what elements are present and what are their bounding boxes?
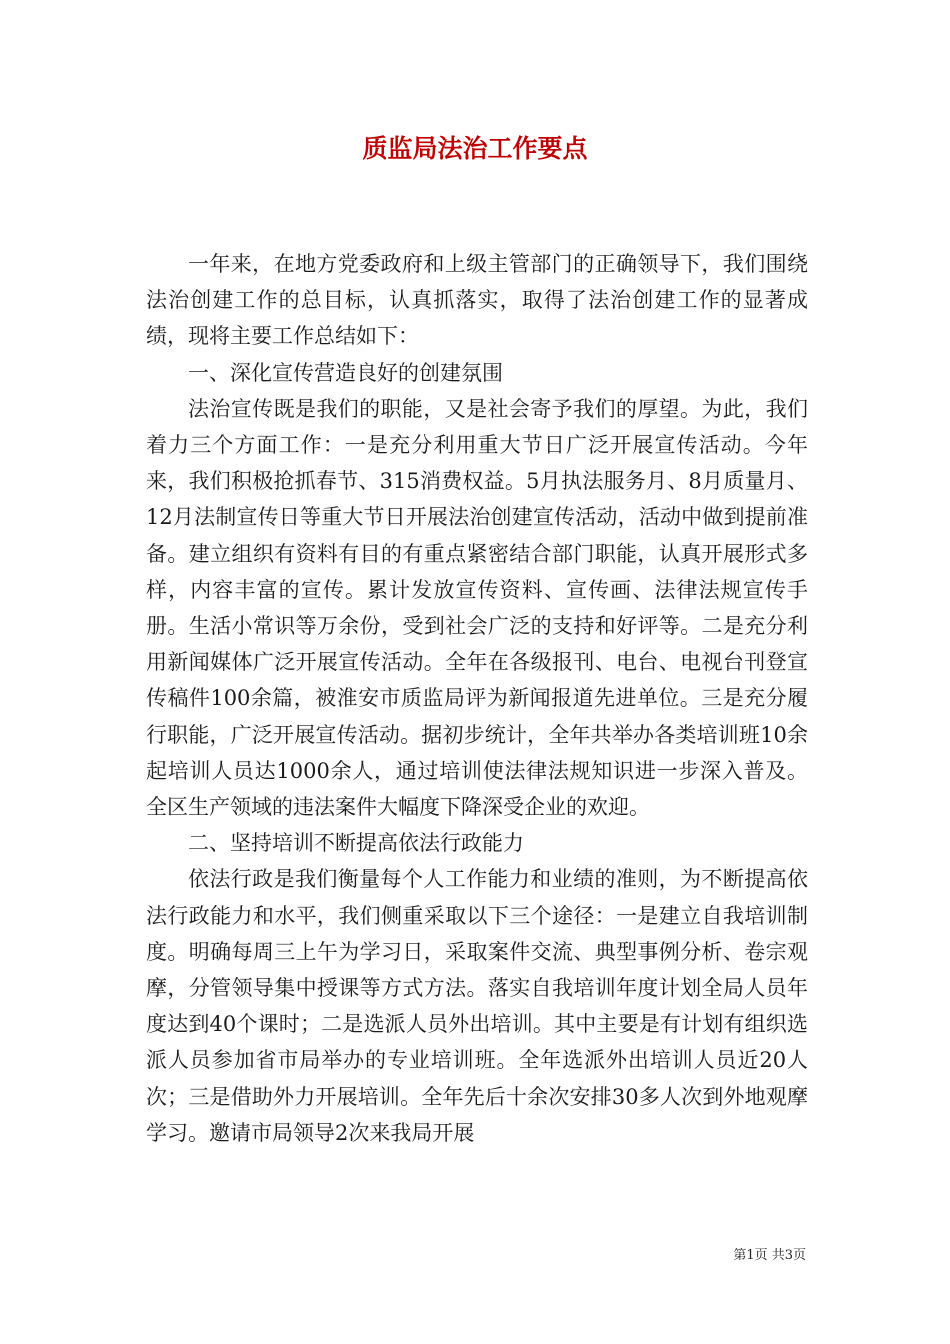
page-number-footer: 第1页 共3页 xyxy=(733,1248,806,1263)
section-heading-2: 二、坚持培训不断提高依法行政能力 xyxy=(188,831,524,856)
document-body xyxy=(146,246,808,1151)
intro-paragraph: 一年来，在地方党委政府和上级主管部门的正确领导下，我们围绕法治创建工作的总目标，认真抓落实，取得了法治创建工作的显著成绩，现将主要工作总结如下： xyxy=(146,252,808,349)
section-2-paragraph: 依法行政是我们衡量每个人工作能力和业绩的准则，为不断提高依法行政能力和水平，我们侧重采取以下三个途径：一是建立自我培训制度。明确每周三上午为学习日，采取案件交流、典型事例分析、卷宗观摩，分管领导集中授课等方式方法。落实自我培训年度计划全局人员年度达到40个课时；二是选派人员外出培训。其中主要是有计划有组织选派人员参加省市局举办的专业培训班。全年选派外出培训人员近20人次；三是借助外力开展培训。全年先后十余次安排30多人次到外地观摩学习。邀请市局领导2次来我局开展 xyxy=(146,867,808,1145)
document-title: 质监局法治工作要点 xyxy=(362,134,588,163)
section-heading-1: 一、深化宣传营造良好的创建氛围 xyxy=(188,360,503,385)
section-1-paragraph: 法治宣传既是我们的职能，又是社会寄予我们的厚望。为此，我们着力三个方面工作：一是充分利用重大节日广泛开展宣传活动。今年来，我们积极抢抓春节、315消费权益。5月执法服务月、8月质量月、12月法制宣传日等重大节日开展法治创建宣传活动，活动中做到提前准备。建立组织有资料有目的有重点紧密结合部门职能，认真开展形式多样，内容丰富的宣传。累计发放宣传资料、宣传画、法律法规宣传手册。生活小常识等万余份，受到社会广泛的支持和好评等。二是充分利用新闻媒体广泛开展宣传活动。全年在各级报刊、电台、电视台刊登宣传稿件100余篇，被淮安市质监局评为新闻报道先进单位。三是充分履行职能，广泛开展宣传活动。据初步统计，全年共举办各类培训班10余起培训人员达1000余人，通过培训使法律法规知识进一步深入普及。全区生产领域的违法案件大幅度下降深受企业的欢迎。 xyxy=(146,396,808,820)
